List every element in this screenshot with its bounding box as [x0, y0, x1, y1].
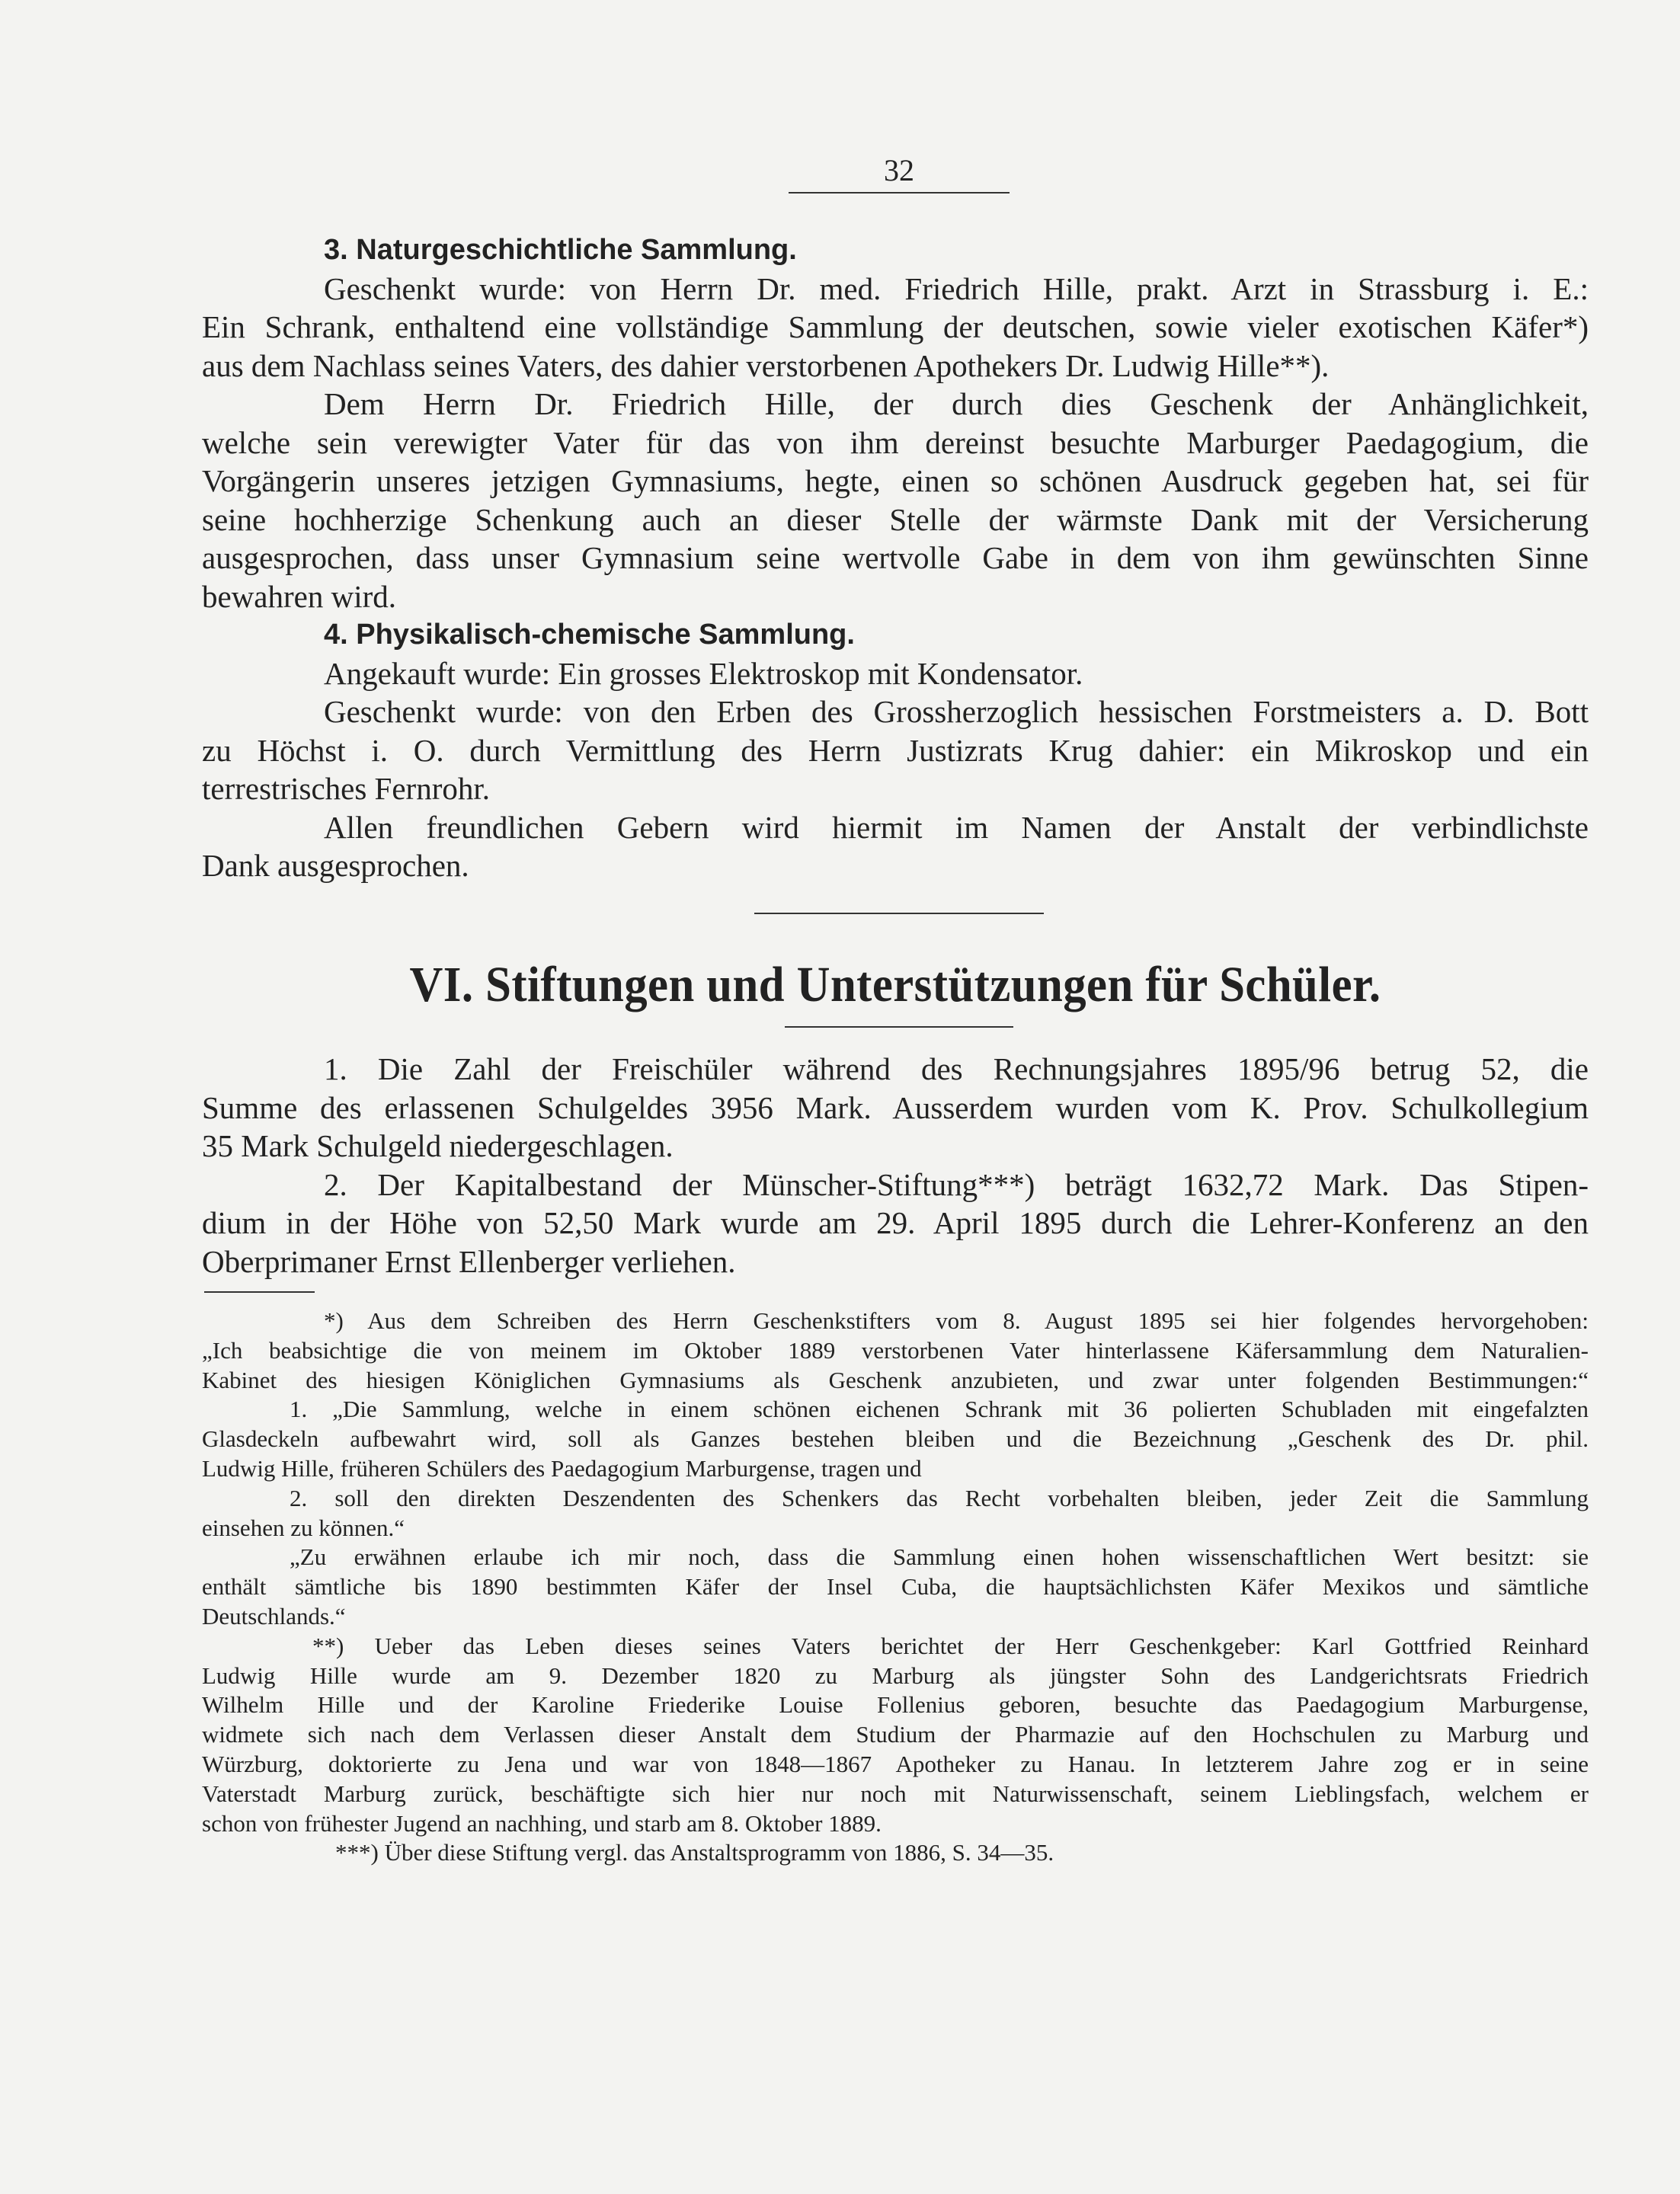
section-natural-history [202, 231, 1589, 616]
paragraph-line: zu Höchst i. O. durch Vermittlung des Herrn Justizrats Krug dahier: ein Mikroskop und ein [202, 732, 1589, 768]
paragraph-line: Angekauft wurde: Ein grosses Elektroskop mit Kondensator. [324, 655, 1083, 691]
paragraph-line: Summe des erlassenen Schulgeldes 3956 Mark. Ausserdem wurden vom K. Prov. Schulkollegium [202, 1089, 1589, 1125]
footnote-line: Kabinet des hiesigen Königlichen Gymnasiums als Geschenk anzubieten, und zwar unter folgenden Bestimmungen:“ [202, 1366, 1589, 1393]
paragraph-line: 35 Mark Schulgeld niedergeschlagen. [202, 1128, 674, 1163]
paragraph-line: welche sein verewigter Vater für das von ihm dereinst besuchte Marburger Paedagogium, die [202, 424, 1589, 460]
footnote-line: *) Aus dem Schreiben des Herrn Geschenkstifters vom 8. August 1895 sei hier folgendes hervorgehoben: [324, 1307, 1589, 1334]
paragraph-line: seine hochherzige Schenkung auch an dieser Stelle der wärmste Dank mit der Versicherung [202, 501, 1589, 537]
paragraph-line: Dank ausgesprochen. [202, 848, 469, 883]
page-number-block [789, 152, 1010, 193]
page-number-rule [789, 192, 1010, 193]
footnote-line: 2. soll den direkten Deszendenten des Schenkers das Recht vorbehalten bleiben, jeder Zeit die Sammlung [290, 1484, 1589, 1511]
footnote-line: **) Ueber das Leben dieses seines Vaters berichtet der Herr Geschenkgeber: Karl Gottfried Reinhard [312, 1632, 1589, 1659]
paragraph-line: terrestrisches Fernrohr. [202, 771, 490, 806]
footnote-line: Glasdeckeln aufbewahrt wird, soll als Ganzes bestehen bleiben und die Bezeichnung „Geschenk des Dr. phil. [202, 1425, 1589, 1453]
paragraph-line: ausgesprochen, dass unser Gymnasium seine wertvolle Gabe in dem von ihm gewünschten Sinne [202, 540, 1589, 575]
footnote-line: einsehen zu können.“ [202, 1514, 405, 1541]
footnote-separator [204, 1291, 315, 1293]
footnote-line: enthält sämtliche bis 1890 bestimmten Käfer der Insel Cuba, die hauptsächlichsten Käfer Mexikos und sämtliche [202, 1573, 1589, 1601]
paragraph-line: 2. Der Kapitalbestand der Münscher-Stiftung***) beträgt 1632,72 Mark. Das Stipen- [324, 1166, 1589, 1202]
footnote-line: Vaterstadt Marburg zurück, beschäftigte sich hier nur noch mit Naturwissenschaft, seinem Lieblingsfach, welchem er [202, 1780, 1589, 1807]
chapter-heading: VI. Stiftungen und Unterstützungen für Schüler. [409, 957, 1381, 1012]
section-3-title: 3. Naturgeschichtliche Sammlung. [324, 234, 797, 266]
paragraph-line: dium in der Höhe von 52,50 Mark wurde am 29. April 1895 durch die Lehrer-Konferenz an den [202, 1205, 1589, 1240]
chapter-body [202, 1050, 1589, 1281]
footnote-line: Würzburg, doktorierte zu Jena und war von 1848—1867 Apotheker zu Hanau. In letzterem Jahre zog er in seine [202, 1750, 1589, 1777]
paragraph-line: Oberprimaner Ernst Ellenberger verliehen. [202, 1243, 736, 1279]
footnote-line: schon von frühester Jugend an nachhing, und starb am 8. Oktober 1889. [202, 1809, 882, 1837]
footnote-line: ***) Über diese Stiftung vergl. das Anstaltsprogramm von 1886, S. 34—35. [335, 1839, 1054, 1866]
page-number: 32 [884, 153, 914, 187]
section-4-title: 4. Physikalisch-chemische Sammlung. [324, 619, 855, 651]
paragraph-line: Geschenkt wurde: von Herrn Dr. med. Friedrich Hille, prakt. Arzt in Strassburg i. E.: [324, 270, 1589, 306]
heading-rule [785, 1026, 1013, 1028]
footnote-line: 1. „Die Sammlung, welche in einem schönen eichenen Schrank mit 36 polierten Schubladen mit eingefalzten [290, 1396, 1589, 1423]
paragraph-line: Geschenkt wurde: von den Erben des Grossherzoglich hessischen Forstmeisters a. D. Bott [324, 694, 1589, 729]
paragraph-line: Allen freundlichen Gebern wird hiermit im Namen der Anstalt der verbindlichste [324, 809, 1589, 845]
footnote-line: Ludwig Hille wurde am 9. Dezember 1820 zu Marburg als jüngster Sohn des Landgerichtsrats Friedrich [202, 1661, 1589, 1689]
footnote-line: widmete sich nach dem Verlassen dieser Anstalt dem Studium der Pharmazie auf den Hochschulen zu Marburg und [202, 1721, 1589, 1748]
section-divider [754, 913, 1044, 914]
footnote-line: „Zu erwähnen erlaube ich mir noch, dass die Sammlung einen hohen wissenschaftlichen Wert besitzt: sie [290, 1543, 1589, 1571]
paragraph-line: 1. Die Zahl der Freischüler während des Rechnungsjahres 1895/96 betrug 52, die [324, 1051, 1589, 1086]
section-physics-chemistry [202, 616, 1589, 885]
paragraph-line: Ein Schrank, enthaltend eine vollständige Sammlung der deutschen, sowie vieler exotischen Käfer*) [202, 309, 1589, 344]
footnotes [202, 1306, 1589, 1868]
paragraph-line: Dem Herrn Dr. Friedrich Hille, der durch dies Geschenk der Anhänglichkeit, [324, 386, 1589, 421]
paragraph-line: aus dem Nachlass seines Vaters, des dahier verstorbenen Apothekers Dr. Ludwig Hille**). [202, 347, 1330, 383]
footnote-line: „Ich beabsichtige die von meinem im Oktober 1889 verstorbenen Vater hinterlassene Käfersammlung dem Naturalien- [202, 1336, 1589, 1364]
footnote-line: Deutschlands.“ [202, 1602, 346, 1630]
paragraph-line: Vorgängerin unseres jetzigen Gymnasiums, hegte, einen so schönen Ausdruck gegeben hat, sei für [202, 463, 1589, 498]
footnote-line: Ludwig Hille, früheren Schülers des Paedagogium Marburgense, tragen und [202, 1454, 922, 1482]
paragraph-line: bewahren wird. [202, 578, 397, 614]
footnote-line: Wilhelm Hille und der Karoline Friederike Louise Follenius geboren, besuchte das Paedagogium Marburgense, [202, 1691, 1589, 1719]
